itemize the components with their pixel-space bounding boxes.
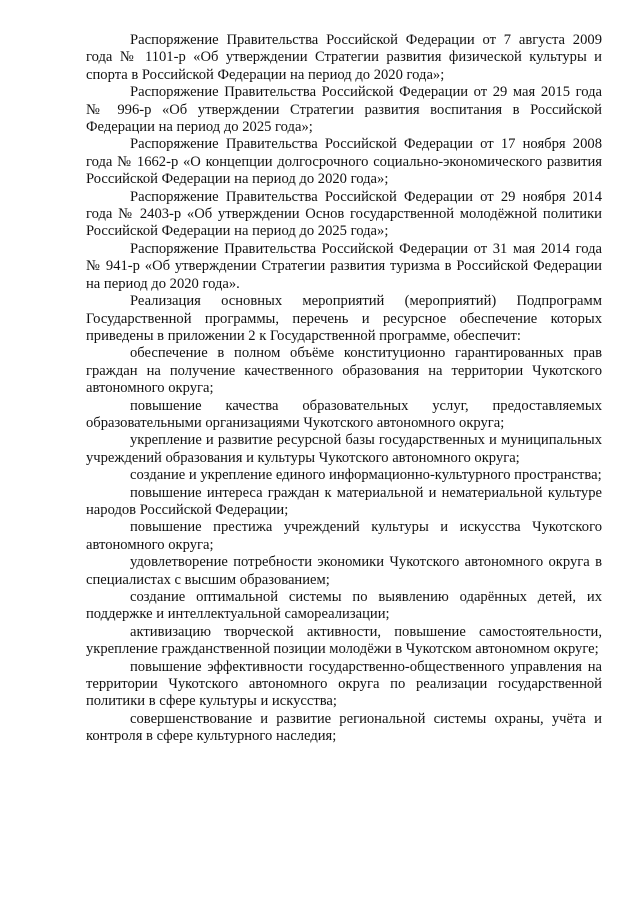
- paragraph-decree-996: Распоряжение Правительства Российской Федерации от 29 мая 2015 года № 996-р «Об утверждении Стратегии развития воспитания в Российской Федерации на период до 2025 года»;: [86, 84, 602, 136]
- paragraph-item-specialists: удовлетворение потребности экономики Чукотского автономного округа в специалистах с высшим образованием;: [86, 554, 602, 588]
- paragraph-decree-1101: Распоряжение Правительства Российской Федерации от 7 августа 2009 года № 1101-р «Об утверждении Стратегии развития физической культуры и спорта в Российской Федерации на период до 2020 года»;: [86, 32, 602, 83]
- paragraph-decree-2403: Распоряжение Правительства Российской Федерации от 29 ноября 2014 года № 2403-р «Об утверждении Основ государственной молодёжной политики Российской Федерации на период до 2025 года»;: [86, 188, 602, 240]
- paragraph-item-information-space: создание и укрепление единого информационно-культурного пространства;: [130, 467, 602, 484]
- paragraph-decree-1662: Распоряжение Правительства Российской Федерации от 17 ноября 2008 года № 1662-р «О концепции долгосрочного социально-экономического развития Российской Федерации на период до 2020 года»;: [86, 136, 602, 188]
- paragraph-item-youth-activity: активизацию творческой активности, повышение самостоятельности, укрепление гражданственной позиции молодёжи в Чукотском автономном округе;: [86, 623, 602, 658]
- paragraph-item-prestige: повышение престижа учреждений культуры и искусства Чукотского автономного округа;: [86, 519, 602, 553]
- paragraph-implementation-intro: Реализация основных мероприятий (мероприятий) Подпрограмм Государственной программы, перечень и ресурсное обеспечение которых приведены в приложении 2 к Государственной программе, обеспечит:: [86, 293, 602, 344]
- paragraph-item-heritage: совершенствование и развитие региональной системы охраны, учёта и контроля в сфере культурного наследия;: [86, 710, 602, 745]
- paragraph-item-culture-interest: повышение интереса граждан к материальной и нематериальной культуре народов Российской Федерации;: [86, 484, 602, 518]
- paragraph-item-rights: обеспечение в полном объёме конституционно гарантированных прав граждан на получение качественного образования на территории Чукотского автономного округа;: [86, 345, 602, 397]
- document-page: [86, 32, 602, 746]
- paragraph-decree-941: Распоряжение Правительства Российской Федерации от 31 мая 2014 года № 941-р «Об утверждении Стратегии развития туризма в Российской Федерации на период до 2020 года».: [86, 240, 602, 292]
- paragraph-item-quality: повышение качества образовательных услуг, предоставляемых образовательными организациями Чукотского автономного округа;: [86, 397, 602, 431]
- paragraph-item-gifted-children: создание оптимальной системы по выявлению одарённых детей, их поддержке и интеллектуальной самореализации;: [86, 589, 602, 623]
- paragraph-item-governance: повышение эффективности государственно-общественного управления на территории Чукотского автономного округа по реализации государственной политики в сфере культуры и искусства;: [86, 658, 602, 710]
- paragraph-item-resource-base: укрепление и развитие ресурсной базы государственных и муниципальных учреждений образования и культуры Чукотского автономного округа;: [86, 432, 602, 466]
